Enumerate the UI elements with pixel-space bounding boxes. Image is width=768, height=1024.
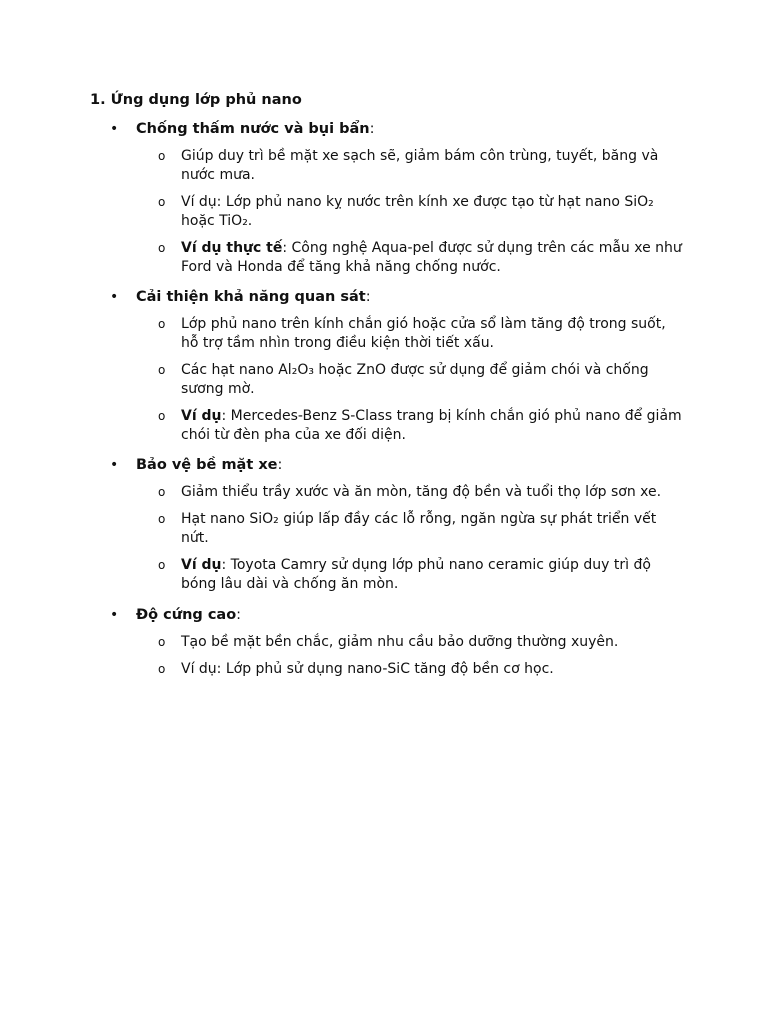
item-text: Giúp duy trì bề mặt xe sạch sẽ, giảm bám côn trùng, tuyết, băng và nước mưa. — [181, 148, 659, 183]
section-title — [110, 287, 710, 307]
circle-bullet-icon: o — [158, 195, 166, 209]
section-title — [110, 605, 710, 625]
list-item — [158, 483, 686, 502]
list-item — [158, 147, 686, 185]
item-text: Các hạt nano Al₂O₃ hoặc ZnO được sử dụng để giảm chói và chống sương mờ. — [181, 362, 649, 397]
circle-bullet-icon: o — [158, 317, 166, 331]
list-item — [158, 239, 686, 277]
bullet-icon: • — [110, 121, 119, 137]
list-item — [158, 556, 686, 594]
item-bold: Ví dụ — [181, 408, 222, 424]
item-text: Lớp phủ nano trên kính chắn gió hoặc cửa sổ làm tăng độ trong suốt, hỗ trợ tầm nhìn trong điều kiện thời tiết xấu. — [181, 316, 666, 351]
section-title — [110, 455, 710, 475]
circle-bullet-icon: o — [158, 662, 166, 676]
circle-bullet-icon: o — [158, 512, 166, 526]
circle-bullet-icon: o — [158, 409, 166, 423]
item-text: Tạo bề mặt bền chắc, giảm nhu cầu bảo dưỡng thường xuyên. — [181, 634, 619, 650]
item-text: : Công nghệ Aqua-pel được sử dụng trên các mẫu xe như Ford và Honda để tăng khả năng chống nước. — [181, 240, 682, 275]
section-hardness — [110, 605, 710, 679]
section-title-text: Bảo vệ bề mặt xe — [136, 457, 278, 473]
item-text: : Mercedes-Benz S-Class trang bị kính chắn gió phủ nano để giảm chói từ đèn pha của xe đối diện. — [181, 408, 682, 443]
list-item — [158, 660, 686, 679]
circle-bullet-icon: o — [158, 635, 166, 649]
circle-bullet-icon: o — [158, 558, 166, 572]
section-title-text: Chống thấm nước và bụi bẩn — [136, 121, 370, 137]
bullet-icon: • — [110, 607, 119, 623]
item-text: Giảm thiểu trầy xước và ăn mòn, tăng độ bền và tuổi thọ lớp sơn xe. — [181, 484, 662, 500]
list-item — [158, 361, 686, 399]
section-waterproof — [110, 119, 710, 277]
bullet-icon: • — [110, 289, 119, 305]
circle-bullet-icon: o — [158, 241, 166, 255]
title-suffix: : — [236, 607, 242, 623]
title-suffix: : — [365, 289, 371, 305]
section-title-text: Cải thiện khả năng quan sát — [136, 289, 366, 305]
list-item — [158, 510, 686, 548]
list-item — [158, 407, 686, 445]
item-text: Ví dụ: Lớp phủ sử dụng nano-SiC tăng độ bền cơ học. — [181, 661, 554, 677]
item-bold: Ví dụ — [181, 557, 222, 573]
title-suffix: : — [369, 121, 375, 137]
title-suffix: : — [277, 457, 283, 473]
circle-bullet-icon: o — [158, 485, 166, 499]
item-text: Ví dụ: Lớp phủ nano kỵ nước trên kính xe được tạo từ hạt nano SiO₂ hoặc TiO₂. — [181, 194, 654, 229]
section-visibility — [110, 287, 710, 445]
circle-bullet-icon: o — [158, 149, 166, 163]
section-title-text: Độ cứng cao — [136, 607, 237, 623]
section-surface-protection — [110, 455, 710, 594]
circle-bullet-icon: o — [158, 363, 166, 377]
list-item — [158, 315, 686, 353]
item-text: : Toyota Camry sử dụng lớp phủ nano ceramic giúp duy trì độ bóng lâu dài và chống ăn mòn. — [181, 557, 651, 592]
section-title — [110, 119, 710, 139]
section-heading: 1. Ứng dụng lớp phủ nano — [90, 92, 302, 108]
bullet-icon: • — [110, 457, 119, 473]
item-bold: Ví dụ thực tế — [181, 240, 283, 256]
item-text: Hạt nano SiO₂ giúp lấp đầy các lỗ rỗng, ngăn ngừa sự phát triển vết nứt. — [181, 511, 657, 546]
list-item — [158, 633, 686, 652]
list-item — [158, 193, 686, 231]
